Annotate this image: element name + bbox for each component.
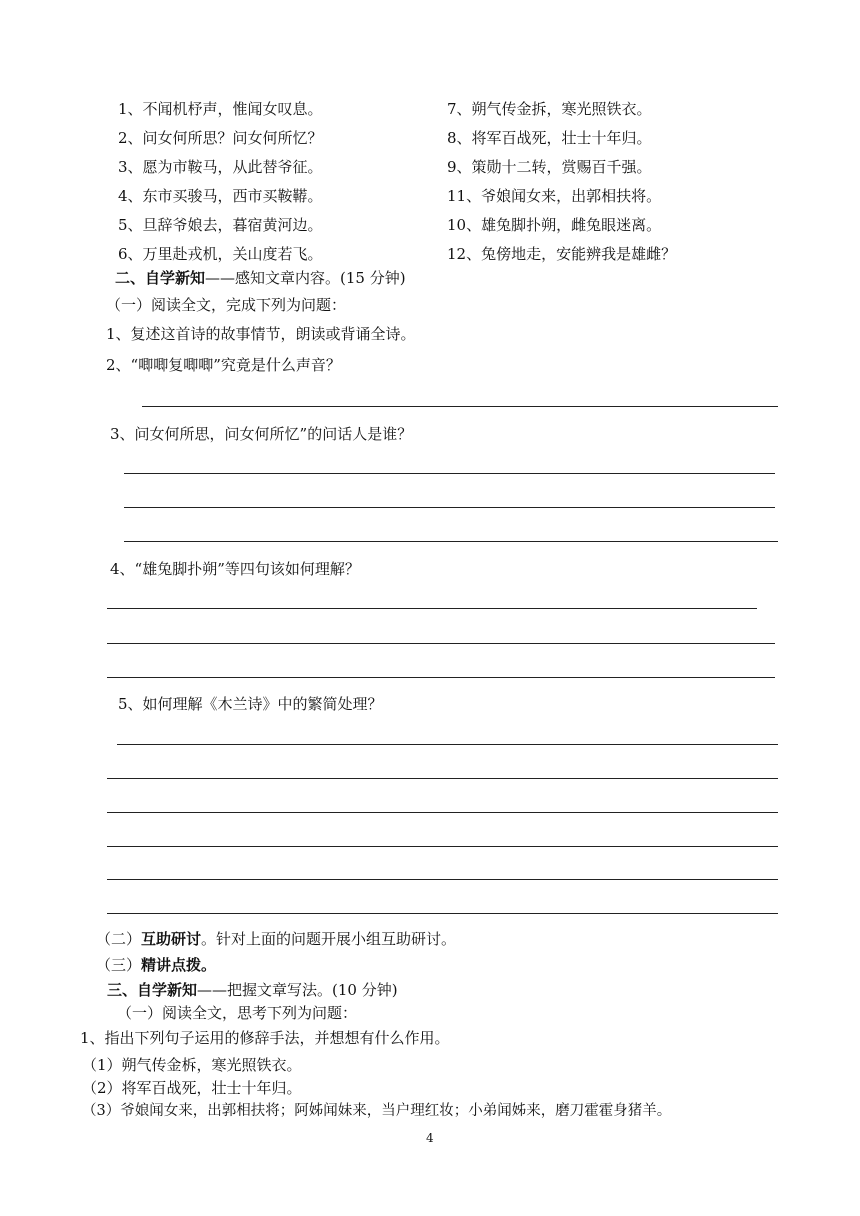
answer-line[interactable] — [107, 846, 778, 847]
subsection-label — [96, 955, 216, 975]
poem-line: 8、将军百战死，壮士十年归。 — [447, 129, 652, 147]
section-heading-rest: ——把握文章写法。(10 分钟) — [197, 981, 398, 999]
answer-line[interactable] — [124, 507, 775, 508]
question: 4、“雄兔脚扑朔”等四句该如何理解？ — [110, 560, 360, 578]
subsection-label — [96, 929, 456, 949]
subsection-label: （一）阅读全文，思考下列为问题： — [117, 1004, 358, 1022]
answer-line[interactable] — [142, 406, 778, 407]
question: 3、问女何所思，问女何所忆”的问话人是谁？ — [110, 425, 413, 443]
answer-line[interactable] — [124, 473, 775, 474]
question: 1、复述这首诗的故事情节，朗读或背诵全诗。 — [106, 325, 416, 343]
poem-line: 9、策勋十二转，赏赐百千强。 — [447, 158, 652, 176]
poem-line: 11、爷娘闻女来，出郭相扶将。 — [447, 187, 662, 205]
answer-line[interactable] — [107, 812, 778, 813]
poem-line: 6、万里赴戎机，关山度若飞。 — [118, 245, 323, 263]
question: 2、“唧唧复唧唧”究竟是什么声音？ — [106, 356, 341, 374]
subsection-bold: 精讲点拨。 — [141, 956, 217, 974]
subsection-bold: 互助研讨 — [141, 930, 202, 948]
answer-line[interactable] — [107, 778, 778, 779]
answer-line[interactable] — [107, 913, 778, 914]
section-heading-rest: ——感知文章内容。(15 分钟) — [205, 269, 406, 287]
answer-line[interactable] — [107, 879, 778, 880]
subsection-rest: 。针对上面的问题开展小组互助研讨。 — [201, 930, 457, 948]
poem-line: 5、旦辞爷娘去，暮宿黄河边。 — [118, 216, 323, 234]
rhetoric-item: （1）朔气传金柝，寒光照铁衣。 — [82, 1056, 302, 1074]
poem-line: 12、兔傍地走，安能辨我是雄雌？ — [447, 245, 677, 263]
answer-line[interactable] — [107, 643, 775, 644]
page-number: 4 — [426, 1131, 434, 1145]
section-heading-bold: 二、自学新知 — [115, 269, 206, 287]
poem-line: 1、不闻机杼声，惟闻女叹息。 — [118, 100, 323, 118]
poem-line: 4、东市买骏马，西市买鞍鞯。 — [118, 187, 323, 205]
answer-line[interactable] — [117, 744, 778, 745]
answer-line[interactable] — [107, 677, 775, 678]
answer-line[interactable] — [124, 541, 778, 542]
poem-line: 2、问女何所思？问女何所忆？ — [118, 129, 323, 147]
poem-line: 10、雄兔脚扑朔，雌兔眼迷离。 — [447, 216, 662, 234]
section-heading — [115, 268, 406, 288]
rhetoric-item: （3）爷娘闻女来，出郭相扶将；阿姊闻妹来，当户理红妆；小弟闻姊来，磨刀霍霍身猪羊。 — [82, 1103, 672, 1119]
subsection-prefix: （二） — [96, 930, 142, 948]
answer-line[interactable] — [107, 608, 757, 609]
question: 1、指出下列句子运用的修辞手法，并想想有什么作用。 — [80, 1029, 450, 1047]
poem-line: 3、愿为市鞍马，从此替爷征。 — [118, 158, 323, 176]
rhetoric-item: （2）将军百战死，壮士十年归。 — [82, 1079, 302, 1097]
subsection-prefix: （三） — [96, 956, 142, 974]
question: 5、如何理解《木兰诗》中的繁简处理？ — [118, 695, 383, 713]
section-heading-bold: 三、自学新知 — [107, 981, 198, 999]
section-heading — [107, 980, 398, 1000]
poem-line: 7、朔气传金拆，寒光照铁衣。 — [447, 100, 652, 118]
subsection-label: （一）阅读全文，完成下列为问题： — [106, 296, 347, 314]
